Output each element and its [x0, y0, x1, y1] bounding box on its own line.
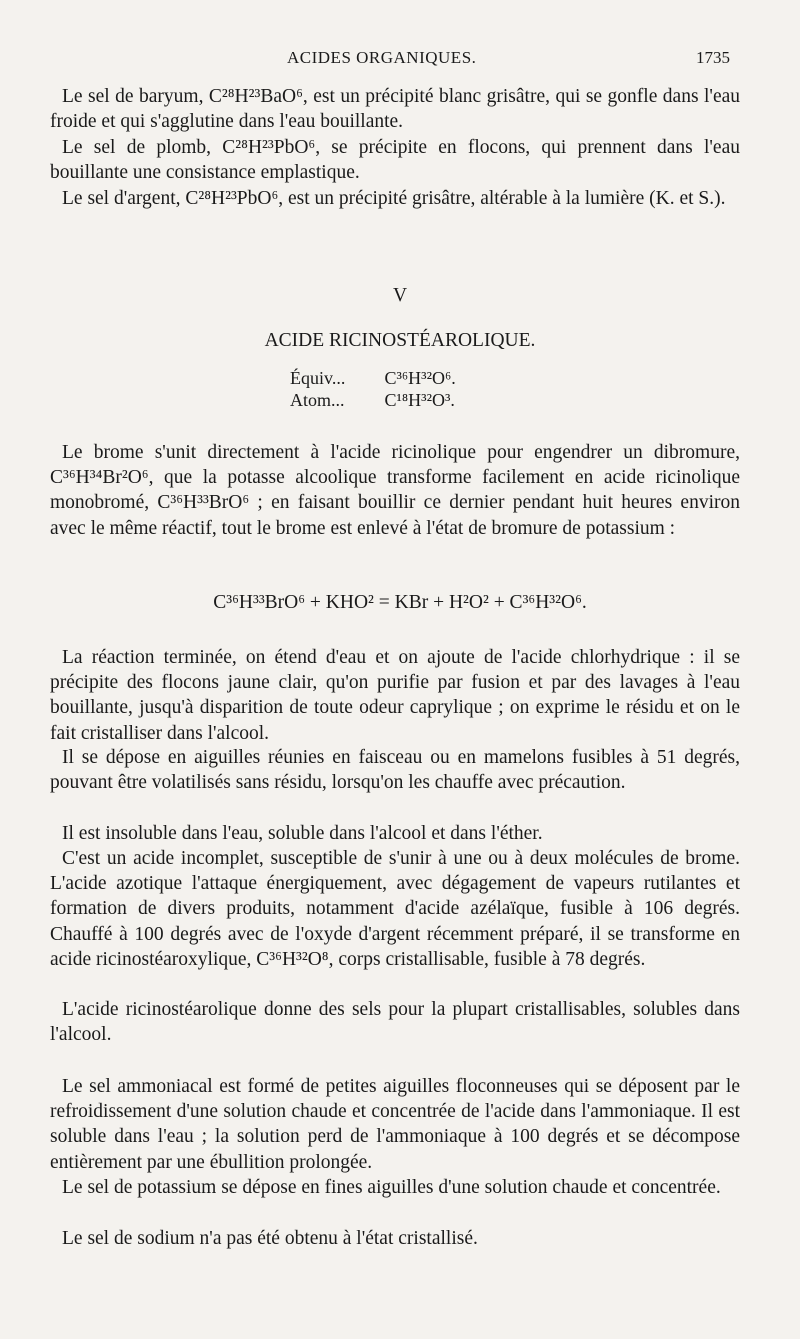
atom-label: Atom...	[290, 390, 345, 410]
paragraph-sel-sodium: Le sel de sodium n'a pas été obtenu à l'état cristallisé.	[62, 1228, 478, 1249]
atom-formula: C¹⁸H³²O³.	[384, 390, 455, 410]
paragraph-reaction: La réaction terminée, on étend d'eau et on ajoute de l'acide chlorhydrique : il se précipite des flocons jaune clair, qu'on purifie par fusion et par des lavages à l'eau bouillante, jusqu'à disparition de toute odeur caprylique ; on exprime le résidu et on le fait cristalliser dans l'alcool.	[50, 647, 740, 744]
paragraph-aiguilles: Il se dépose en aiguilles réunies en faisceau ou en mamelons fusibles à 51 degrés, pouvant être volatilisés sans résidu, lorsqu'on les chauffe avec précaution.	[50, 747, 740, 794]
equiv-formula: C³⁶H³²O⁶.	[384, 368, 456, 388]
section-numeral: V	[392, 285, 408, 306]
paragraph-argent: Le sel d'argent, C²⁸H²³PbO⁶, est un précipité grisâtre, altérable à la lumière (K. et S.).	[62, 188, 726, 209]
atom-line	[290, 390, 455, 411]
reaction-equation: C³⁶H³³BrO⁶ + KHO² = KBr + H²O² + C³⁶H³²O⁶.	[213, 592, 587, 613]
equiv-line	[290, 368, 456, 389]
paragraph-acide-incomplet: C'est un acide incomplet, susceptible de s'unir à une ou à deux molécules de brome. L'acide azotique l'attaque énergiquement, avec dégagement de vapeurs rutilantes et formation de divers produits, notamment d'acide azélaïque, fusible à 106 degrés. Chauffé à 100 degrés avec de l'oxyde d'argent récemment préparé, il se transforme en acide ricinostéaroxylique, C³⁶H³²O⁸, corps cristallisable, fusible à 78 degrés.	[50, 848, 740, 970]
page-header	[0, 48, 800, 72]
paragraph-sel-potassium: Le sel de potassium se dépose en fines aiguilles d'une solution chaude et concentrée.	[62, 1177, 721, 1198]
page-number: 1735	[696, 48, 730, 67]
paragraph-sel-ammoniacal: Le sel ammoniacal est formé de petites aiguilles floconneuses qui se déposent par le refroidissement d'une solution chaude et concentrée de l'acide dans l'ammoniaque. Il est soluble dans l'eau ; la solution perd de l'ammoniaque à 100 degrés et se décompose entièrement par une ébullition prolongée.	[50, 1076, 740, 1173]
paragraph-intro: Le brome s'unit directement à l'acide ricinolique pour engendrer un dibromure, C³⁶H³⁴Br²O⁶, que la potasse alcoolique transforme facilement en acide ricinolique monobromé, C³⁶H³³BrO⁶ ; en faisant bouillir ce dernier pendant huit heures environ avec le même réactif, tout le brome est enlevé à l'état de bromure de potassium :	[50, 442, 740, 539]
equiv-label: Équiv...	[290, 368, 346, 388]
section-title: ACIDE RICINOSTÉAROLIQUE.	[264, 330, 536, 351]
paragraph-plomb: Le sel de plomb, C²⁸H²³PbO⁶, se précipite en flocons, qui prennent dans l'eau bouillante une consistance emplastique.	[50, 137, 740, 184]
running-title: ACIDES ORGANIQUES.	[287, 48, 477, 67]
paragraph-sels: L'acide ricinostéarolique donne des sels pour la plupart cristallisables, solubles dans l'alcool.	[50, 999, 740, 1046]
paragraph-insoluble: Il est insoluble dans l'eau, soluble dans l'alcool et dans l'éther.	[62, 823, 543, 844]
paragraph-baryum: Le sel de baryum, C²⁸H²³BaO⁶, est un précipité blanc grisâtre, qui se gonfle dans l'eau froide et qui s'agglutine dans l'eau bouillante.	[50, 86, 740, 133]
